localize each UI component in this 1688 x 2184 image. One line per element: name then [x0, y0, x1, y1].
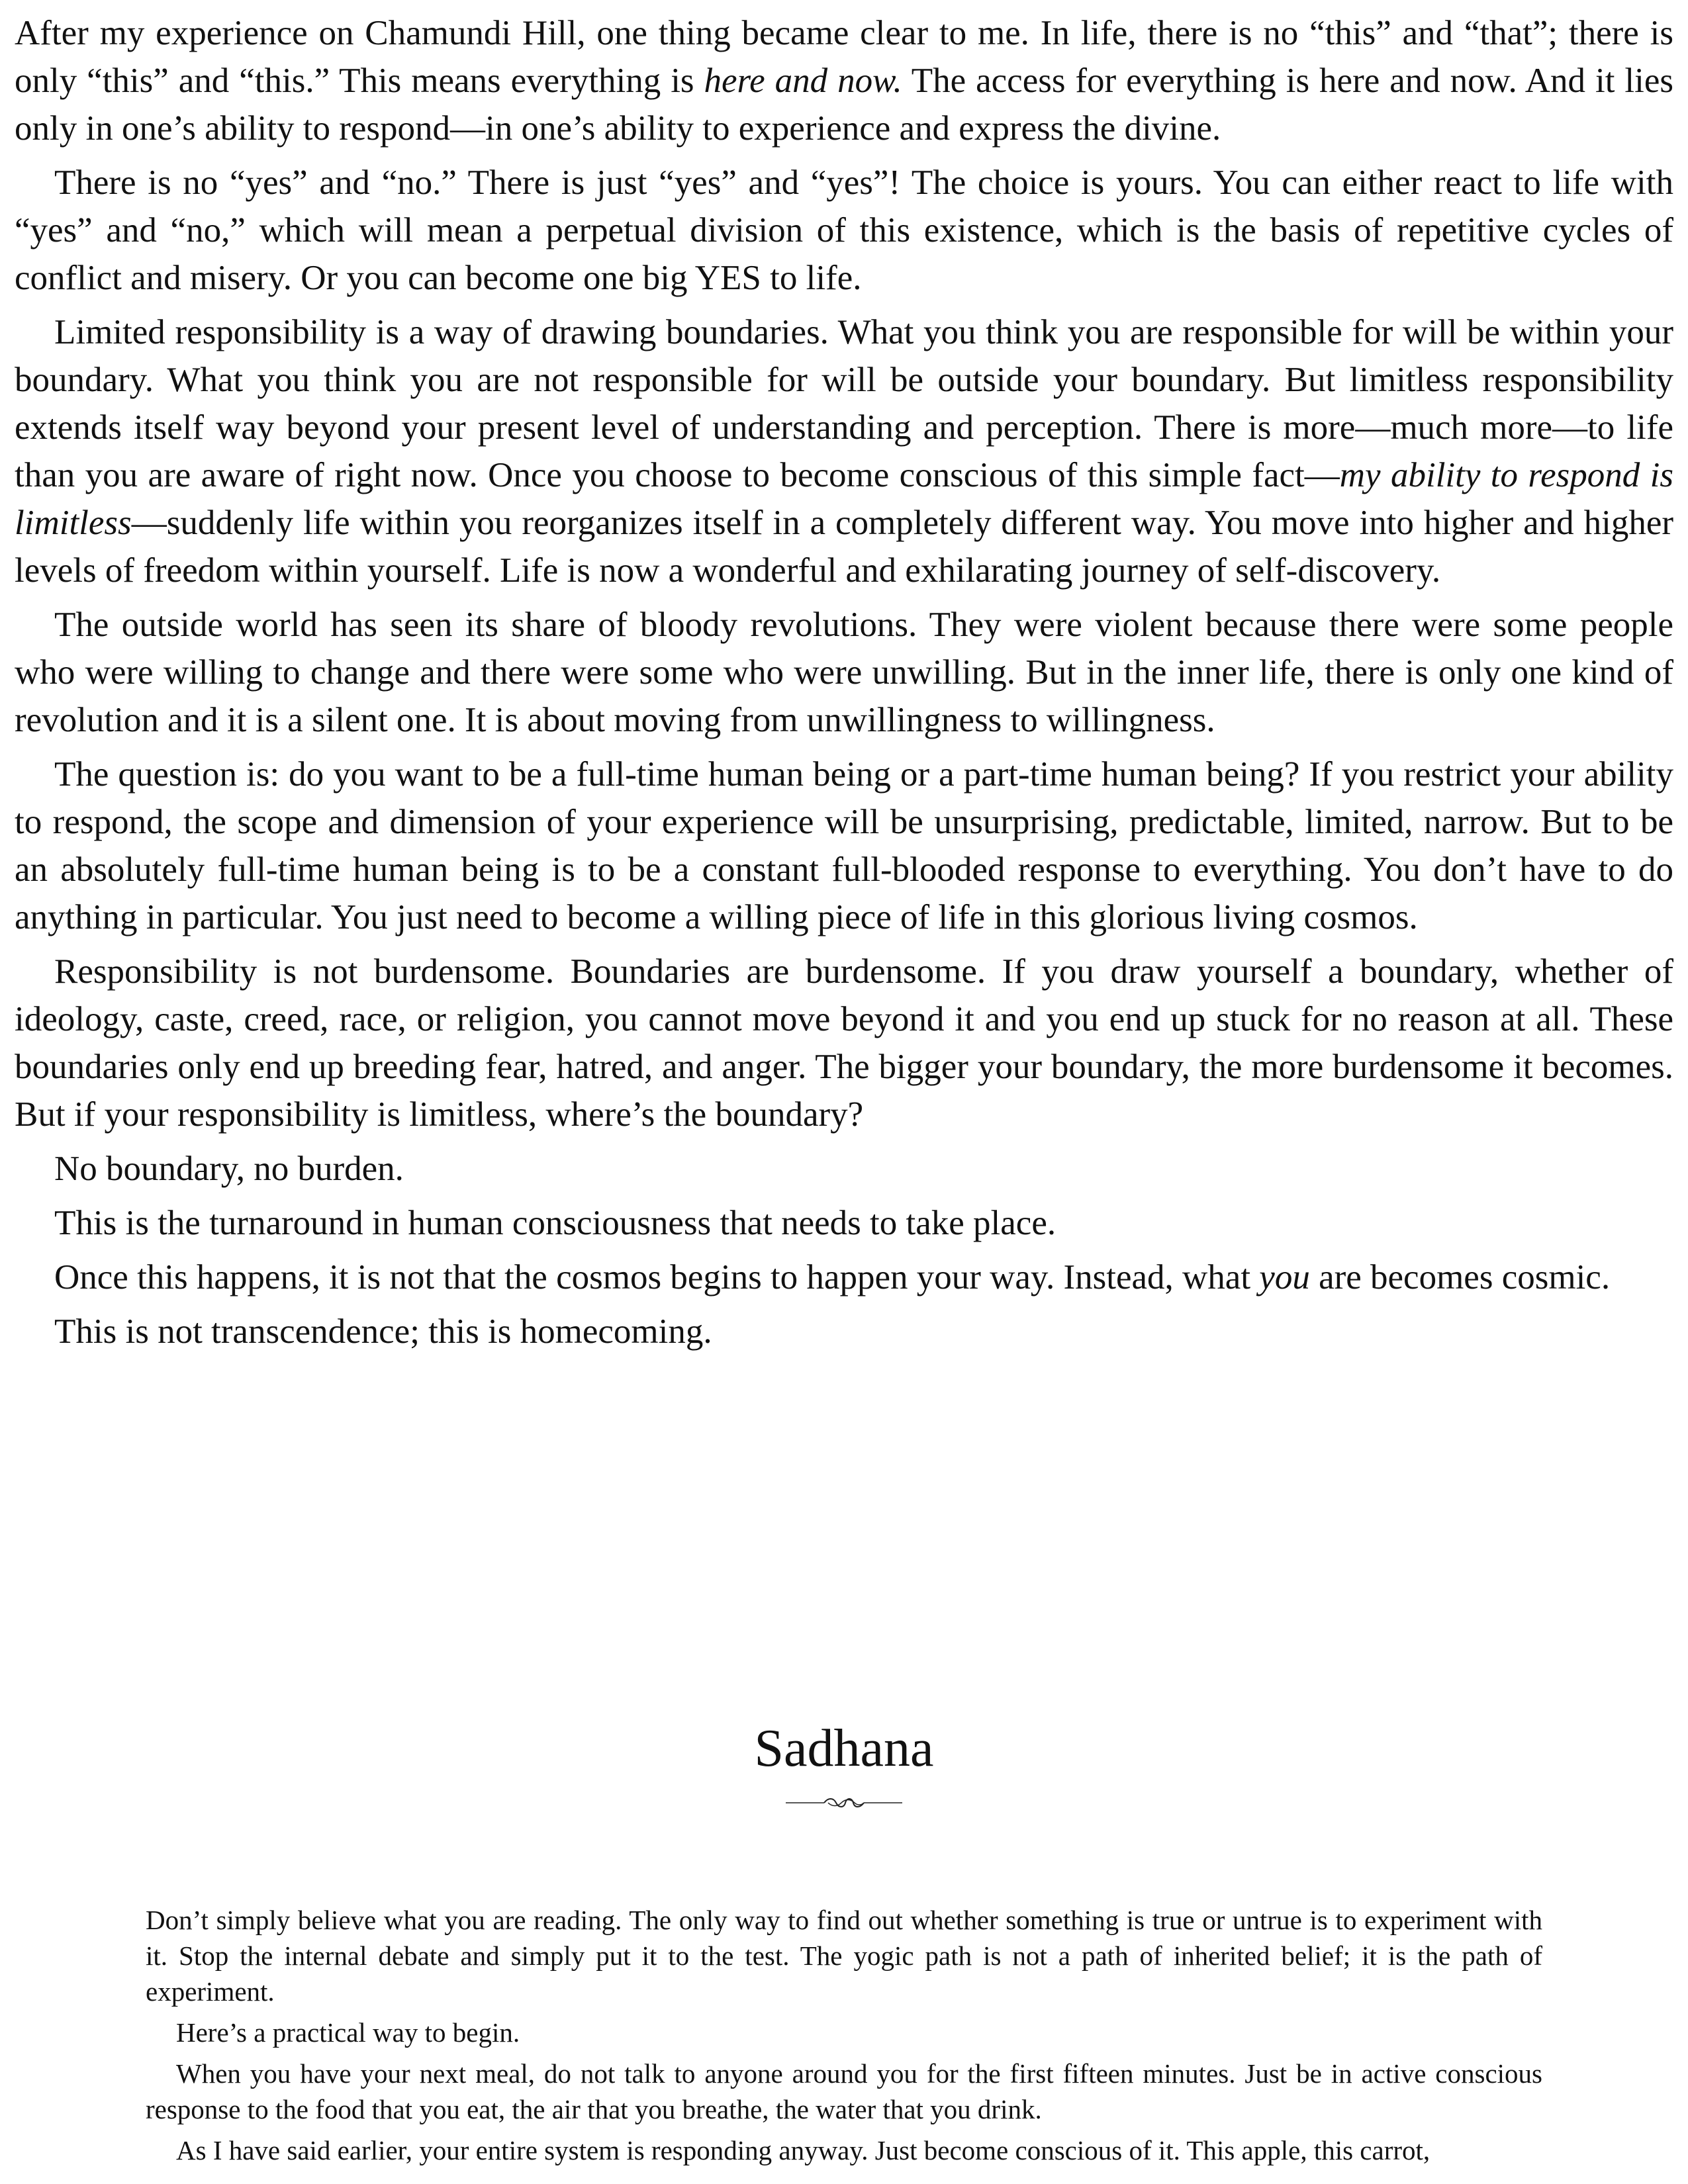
- paragraph-9: Once this happens, it is not that the cosmos begins to happen your way. Instead, what you are becomes cosmic.: [54, 1258, 1611, 1297]
- sadhana-paragraph-2: Here’s a practical way to begin.: [176, 2017, 520, 2048]
- paragraph-2: There is no “yes” and “no.” There is just “yes” and “yes”! The choice is yours. You can either react to life with “yes” and “no,” which will mean a perpetual division of this existence, which is the basis of repetitive cycles of conflict and misery. Or you can become one big YES to life.: [15, 163, 1673, 297]
- sadhana-text: [146, 1902, 1542, 2173]
- paragraph-5: The question is: do you want to be a full-time human being or a part-time human being? If you restrict your ability to respond, the scope and dimension of your experience will be unsurprising, predictable, limited, narrow. But to be an absolutely full-time human being is to be a constant full-blooded response to everything. You don’t have to do anything in particular. You just need to become a willing piece of life in this glorious living cosmos.: [15, 755, 1673, 936]
- emphasis-limitless: my ability to respond is limitless: [15, 456, 1673, 542]
- main-text: [15, 9, 1673, 1355]
- paragraph-1: After my experience on Chamundi Hill, one thing became clear to me. In life, there is no “this” and “that”; there is only “this” and “this.” This means everything is here and now. The access for everything is here and now. And it lies only in one’s ability to respond—in one’s ability to experience and express the divine.: [15, 14, 1673, 148]
- paragraph-6: Responsibility is not burdensome. Boundaries are burdensome. If you draw yourself a boundary, whether of ideology, caste, creed, race, or religion, you cannot move beyond it and you end up stuck for no reason at all. These boundaries only end up breeding fear, hatred, and anger. The bigger your boundary, the more burdensome it becomes. But if your responsibility is limitless, where’s the boundary?: [15, 952, 1673, 1134]
- paragraph-7: No boundary, no burden.: [54, 1150, 404, 1188]
- paragraph-8: This is the turnaround in human consciousness that needs to take place.: [54, 1204, 1056, 1242]
- flourish-divider-icon: [784, 1796, 904, 1809]
- emphasis-you: you: [1259, 1258, 1310, 1297]
- emphasis-here-and-now: here and now.: [704, 62, 902, 100]
- paragraph-4: The outside world has seen its share of bloody revolutions. They were violent because there were some people who were willing to change and there were some who were unwilling. But in the inner life, there is only one kind of revolution and it is a silent one. It is about moving from unwillingness to willingness.: [15, 606, 1673, 739]
- book-page: [15, 9, 1673, 2165]
- sadhana-paragraph-4: As I have said earlier, your entire system is responding anyway. Just become conscious of it. This apple, this carrot,: [176, 2135, 1430, 2165]
- paragraph-3: Limited responsibility is a way of drawing boundaries. What you think you are responsible for will be within your boundary. What you think you are not responsible for will be outside your boundary. But limitless responsibility extends itself way beyond your present level of understanding and perception. There is more—much more—to life than you are aware of right now. Once you choose to become conscious of this simple fact—my ability to respond is limitless—suddenly life within you reorganizes itself in a completely different way. You move into higher and higher levels of freedom within yourself. Life is now a wonderful and exhilarating journey of self-discovery.: [15, 313, 1673, 590]
- paragraph-10: This is not transcendence; this is homecoming.: [54, 1312, 712, 1351]
- sadhana-paragraph-1: Don’t simply believe what you are reading. The only way to find out whether something is true or untrue is to experiment with it. Stop the internal debate and simply put it to the test. The yogic path is not a path of inherited belief; it is the path of experiment.: [146, 1905, 1542, 2007]
- section-heading-block: [15, 1715, 1673, 1809]
- section-title: Sadhana: [754, 1719, 934, 1778]
- sadhana-paragraph-3: When you have your next meal, do not talk to anyone around you for the first fifteen minutes. Just be in active conscious response to the food that you eat, the air that you breathe, the water that you drink.: [146, 2058, 1542, 2124]
